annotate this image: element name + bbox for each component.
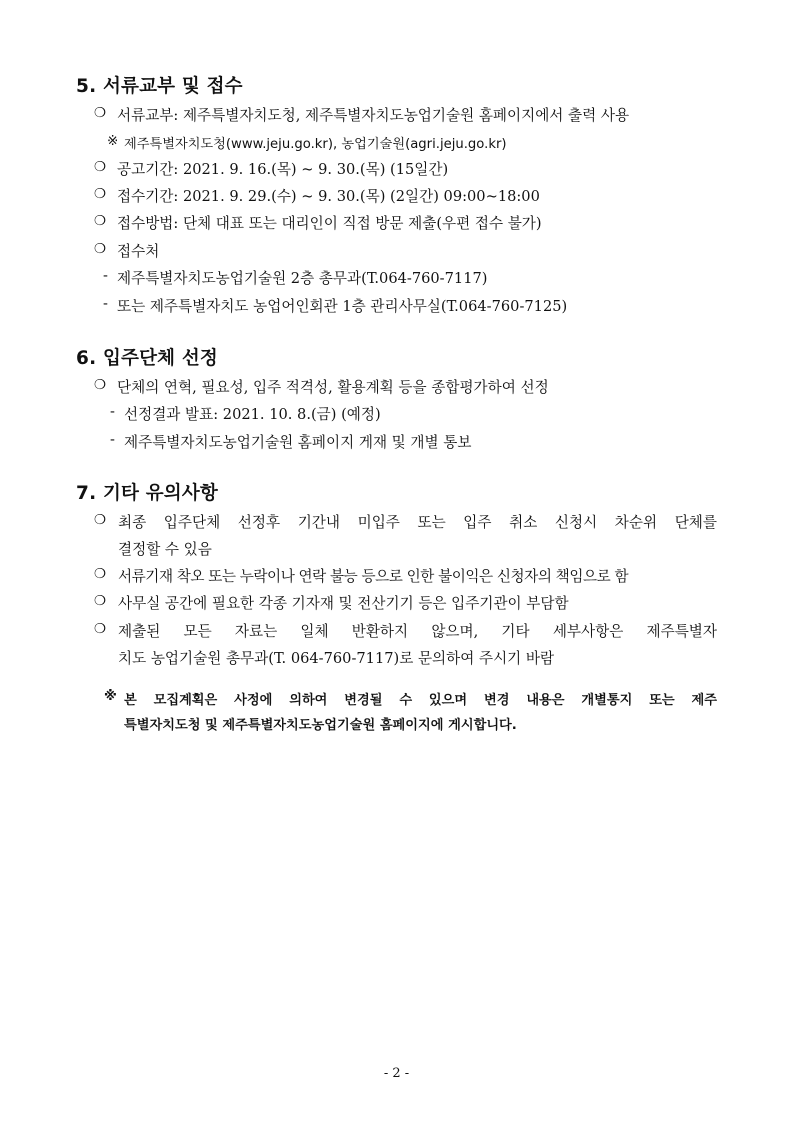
dash-bullet: - <box>103 267 108 284</box>
circle-bullet-icon: ❍ <box>94 621 107 637</box>
selection-criteria-text: 단체의 연혁, 필요성, 입주 적격성, 활용계획 등을 종합평가하여 선정 <box>117 379 549 396</box>
note-3-text: 사무실 공간에 필요한 각종 기자재 및 전산기기 등은 입주기관이 부담함 <box>118 595 569 612</box>
circle-bullet-icon: ❍ <box>94 105 107 121</box>
website-note-text: 제주특별자치도청(www.jeju.go.kr), 농업기술원(agri.jeju.go.kr) <box>124 137 507 152</box>
section-5-heading: 5. 서류교부 및 접수 <box>76 76 243 97</box>
dash-bullet: - <box>110 403 115 420</box>
circle-bullet-icon: ❍ <box>94 241 107 257</box>
reception-place-1-text: 제주특별자치도농업기술원 2층 총무과(T.064-760-7117) <box>117 270 488 287</box>
section-6-heading: 6. 입주단체 선정 <box>76 348 219 369</box>
reception-method-text: 접수방법: 단체 대표 또는 대리인이 직접 방문 제출(우편 접수 불가) <box>117 215 542 232</box>
reception-place-2-text: 또는 제주특별자치도 농업어인회관 1층 관리사무실(T.064-760-7125) <box>117 298 568 315</box>
selection-notice-text: 제주특별자치도농업기술원 홈페이지 게재 및 개별 통보 <box>124 434 472 451</box>
note-4-line-2: 치도 농업기술원 총무과(T. 064-760-7117)로 문의하여 주시기 바람 <box>118 650 555 667</box>
circle-bullet-icon: ❍ <box>94 593 107 609</box>
note-2-text: 서류기재 착오 또는 누락이나 연락 불능 등으로 인한 불이익은 신청자의 책임으로 함 <box>118 568 629 585</box>
note-4-line-1: 제출된 모든 자료는 일체 반환하지 않으며, 기타 세부사항은 제주특별자 <box>118 623 717 640</box>
page-number: - 2 - <box>383 1066 410 1081</box>
section-7-heading: 7. 기타 유의사항 <box>76 483 219 504</box>
circle-bullet-icon: ❍ <box>94 186 107 202</box>
reception-place-text: 접수처 <box>117 243 160 260</box>
notice-line-1: 본 모집계획은 사정에 의하여 변경될 수 있으며 변경 내용은 개별통지 또는 제주 <box>124 693 717 708</box>
reception-period-text: 접수기간: 2021. 9. 29.(수) ~ 9. 30.(목) (2일간) 09:00~18:00 <box>117 188 540 205</box>
issue-method-text: 서류교부: 제주특별자치도청, 제주특별자치도농업기술원 홈페이지에서 출력 사용 <box>117 107 630 124</box>
circle-bullet-icon: ❍ <box>94 512 107 528</box>
selection-announcement-text: 선정결과 발표: 2021. 10. 8.(금) (예정) <box>124 406 381 423</box>
circle-bullet-icon: ❍ <box>94 566 107 582</box>
reference-mark-icon: ※ <box>104 689 117 704</box>
note-1-line-1: 최종 입주단체 선정후 기간내 미입주 또는 입주 취소 신청시 차순위 단체를 <box>118 514 717 531</box>
notice-line-2: 특별자치도청 및 제주특별자치도농업기술원 홈페이지에 게시합니다. <box>124 718 517 733</box>
note-1-line-2: 결정할 수 있음 <box>118 541 212 558</box>
circle-bullet-icon: ❍ <box>94 159 107 175</box>
circle-bullet-icon: ❍ <box>94 213 107 229</box>
dash-bullet: - <box>110 431 115 448</box>
dash-bullet: - <box>103 295 108 312</box>
reference-mark-icon: ※ <box>107 133 119 149</box>
announcement-period-text: 공고기간: 2021. 9. 16.(목) ~ 9. 30.(목) (15일간) <box>117 161 449 178</box>
circle-bullet-icon: ❍ <box>94 377 107 393</box>
